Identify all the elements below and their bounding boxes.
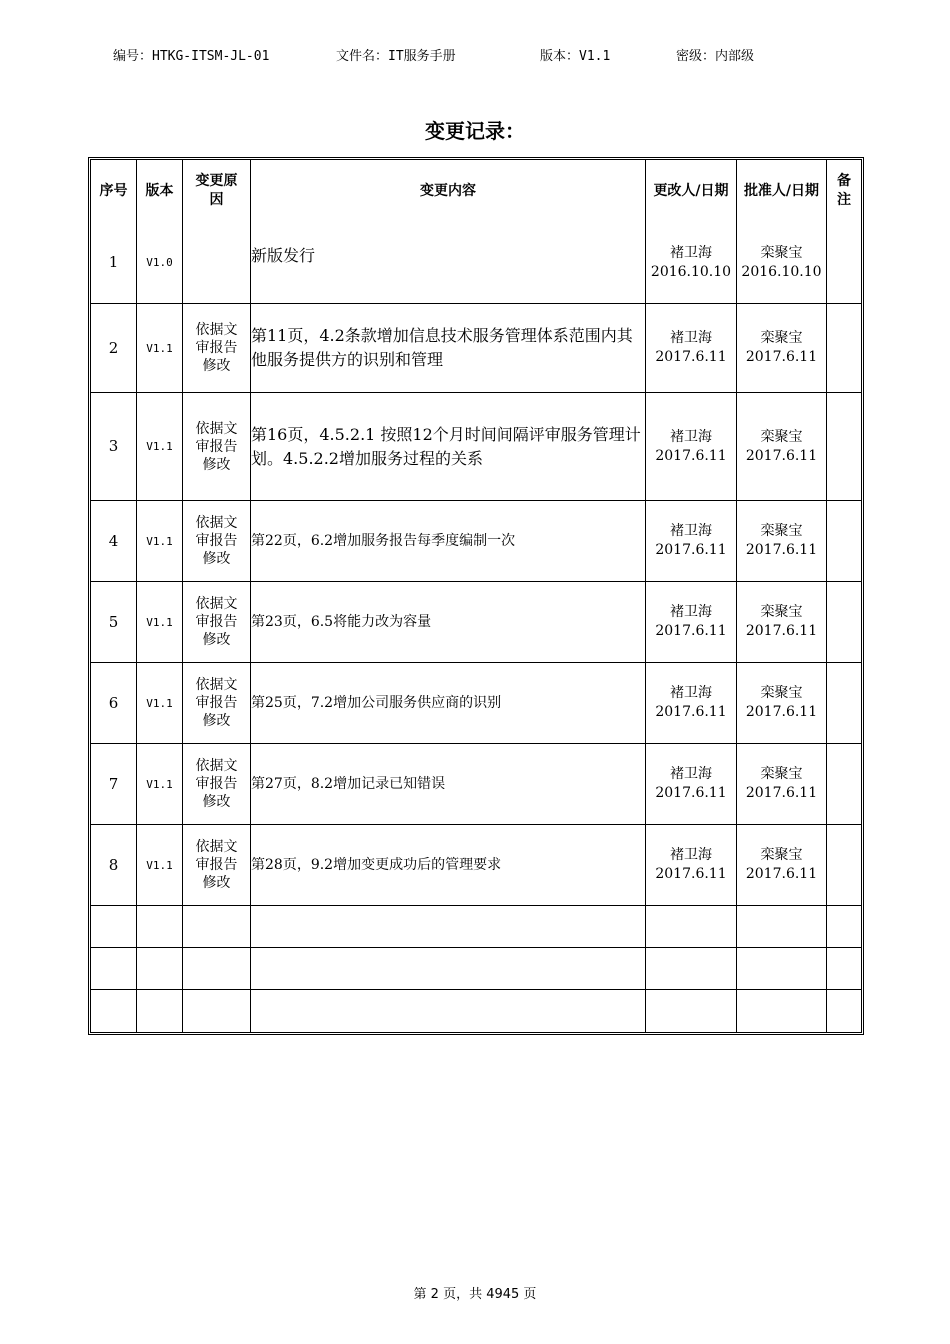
- approver-date: 2017.6.11: [745, 623, 818, 639]
- table-row: [91, 582, 861, 663]
- empty-cell: [137, 906, 183, 948]
- approver-date: 2017.6.11: [745, 866, 818, 882]
- modifier-name: 褚卫海: [670, 428, 712, 445]
- table-row: [91, 501, 861, 582]
- approver-name: 栾聚宝: [760, 330, 803, 346]
- row-content: 第27页，8.2增加记录已知错误: [251, 744, 646, 825]
- row-version: V1.1: [137, 825, 183, 906]
- row-version: V1.0: [137, 222, 183, 304]
- approver-name: 栾聚宝: [760, 847, 803, 863]
- approver-date: 2017.6.11: [745, 785, 818, 801]
- row-approver: [737, 501, 827, 582]
- row-content: 新版发行: [251, 222, 646, 304]
- row-modifier: [646, 582, 737, 663]
- row-seq: 3: [91, 393, 137, 501]
- approver-date: 2017.6.11: [745, 704, 818, 720]
- empty-cell: [646, 948, 737, 990]
- table-header-row: [91, 160, 861, 222]
- header-approver: 批准人/日期: [737, 160, 827, 222]
- row-content: 第28页，9.2增加变更成功后的管理要求: [251, 825, 646, 906]
- empty-cell: [251, 906, 646, 948]
- empty-table-row: [91, 948, 861, 990]
- row-note: [827, 744, 861, 825]
- empty-cell: [183, 906, 251, 948]
- page-footer: 第 2 页，共 4945 页: [413, 1287, 537, 1302]
- header-note: 备注: [837, 173, 851, 208]
- row-content: 第23页，6.5将能力改为容量: [251, 582, 646, 663]
- row-modifier: [646, 393, 737, 501]
- empty-cell: [737, 906, 827, 948]
- row-seq: 5: [91, 582, 137, 663]
- empty-table-row: [91, 906, 861, 948]
- row-note: [827, 582, 861, 663]
- row-version: V1.1: [137, 663, 183, 744]
- row-note: [827, 663, 861, 744]
- approver-date: 2017.6.11: [745, 447, 818, 464]
- empty-cell: [646, 906, 737, 948]
- row-seq: 8: [91, 825, 137, 906]
- row-approver: [737, 393, 827, 501]
- approver-name: 栾聚宝: [760, 428, 803, 445]
- modifier-date: 2017.6.11: [655, 623, 727, 639]
- row-approver: [737, 744, 827, 825]
- row-seq: 4: [91, 501, 137, 582]
- change-record-table: [88, 157, 864, 1035]
- empty-cell: [827, 948, 861, 990]
- modifier-name: 褚卫海: [670, 847, 712, 863]
- modifier-date: 2017.6.11: [655, 704, 727, 720]
- header-seq: 序号: [91, 160, 137, 222]
- row-modifier: [646, 663, 737, 744]
- empty-cell: [137, 990, 183, 1032]
- modifier-date: 2017.6.11: [655, 785, 727, 801]
- table-row: [91, 825, 861, 906]
- row-note: [827, 501, 861, 582]
- page-header: [0, 45, 950, 65]
- table-row: [91, 393, 861, 501]
- row-reason: 依据文审报告修改: [183, 825, 251, 906]
- modifier-date: 2017.6.11: [655, 866, 727, 882]
- row-approver: [737, 582, 827, 663]
- modifier-name: 褚卫海: [670, 244, 712, 261]
- row-modifier: [646, 222, 737, 304]
- table-row: [91, 744, 861, 825]
- empty-cell: [646, 990, 737, 1032]
- empty-cell: [183, 948, 251, 990]
- page-title: 变更记录：: [425, 119, 525, 143]
- table-row: [91, 663, 861, 744]
- change-record-table-wrapper: [88, 157, 864, 1035]
- row-reason: 依据文审报告修改: [183, 744, 251, 825]
- row-note: [827, 222, 861, 304]
- empty-cell: [827, 906, 861, 948]
- row-approver: [737, 304, 827, 393]
- modifier-name: 褚卫海: [670, 604, 712, 620]
- empty-table-row: [91, 990, 861, 1032]
- empty-cell: [183, 990, 251, 1032]
- row-version: V1.1: [137, 744, 183, 825]
- document-code: 编号：HTKG-ITSM-JL-01: [113, 49, 270, 64]
- row-content: 第22页，6.2增加服务报告每季度编制一次: [251, 501, 646, 582]
- modifier-name: 褚卫海: [670, 330, 712, 346]
- empty-cell: [251, 948, 646, 990]
- row-version: V1.1: [137, 304, 183, 393]
- header-version: 版本: [137, 160, 183, 222]
- row-seq: 6: [91, 663, 137, 744]
- row-note: [827, 825, 861, 906]
- empty-cell: [91, 906, 137, 948]
- modifier-date: 2017.6.11: [655, 447, 727, 464]
- empty-cell: [737, 990, 827, 1032]
- row-note: [827, 393, 861, 501]
- approver-name: 栾聚宝: [760, 604, 803, 620]
- modifier-name: 褚卫海: [670, 766, 712, 782]
- table-row: [91, 222, 861, 304]
- modifier-name: 褚卫海: [670, 685, 712, 701]
- row-approver: [737, 825, 827, 906]
- row-version: V1.1: [137, 582, 183, 663]
- row-version: V1.1: [137, 393, 183, 501]
- empty-cell: [737, 948, 827, 990]
- document-version: 版本：V1.1: [540, 49, 611, 64]
- row-content: 第11页，4.2条款增加信息技术服务管理体系范围内其他服务提供方的识别和管理: [251, 304, 646, 393]
- document-security-level: 密级：内部级: [676, 49, 755, 64]
- table-row: [91, 304, 861, 393]
- row-modifier: [646, 304, 737, 393]
- row-modifier: [646, 501, 737, 582]
- empty-cell: [251, 990, 646, 1032]
- row-approver: [737, 663, 827, 744]
- header-modifier: 更改人/日期: [646, 160, 737, 222]
- row-approver: [737, 222, 827, 304]
- row-reason: 依据文审报告修改: [183, 304, 251, 393]
- row-seq: 7: [91, 744, 137, 825]
- approver-name: 栾聚宝: [760, 244, 803, 261]
- header-content: 变更内容: [251, 160, 646, 222]
- approver-date: 2017.6.11: [745, 349, 818, 365]
- row-reason: 依据文审报告修改: [183, 663, 251, 744]
- row-reason: 依据文审报告修改: [183, 582, 251, 663]
- row-seq: 2: [91, 304, 137, 393]
- approver-name: 栾聚宝: [760, 766, 803, 782]
- approver-date: 2017.6.11: [745, 542, 818, 558]
- row-seq: 1: [91, 222, 137, 304]
- header-reason: 变更原因: [183, 160, 251, 222]
- row-modifier: [646, 825, 737, 906]
- approver-name: 栾聚宝: [760, 685, 803, 701]
- empty-cell: [91, 948, 137, 990]
- approver-name: 栾聚宝: [760, 523, 803, 539]
- row-reason: 依据文审报告修改: [183, 501, 251, 582]
- empty-cell: [91, 990, 137, 1032]
- row-content: 第16页，4.5.2.1 按照12个月时间间隔评审服务管理计划。4.5.2.2增加服务过程的关系: [251, 393, 646, 501]
- row-note: [827, 304, 861, 393]
- empty-cell: [137, 948, 183, 990]
- row-reason: 依据文审报告修改: [183, 393, 251, 501]
- modifier-date: 2017.6.11: [655, 542, 727, 558]
- row-version: V1.1: [137, 501, 183, 582]
- approver-date: 2016.10.10: [741, 263, 822, 280]
- empty-cell: [827, 990, 861, 1032]
- modifier-date: 2017.6.11: [655, 349, 727, 365]
- row-reason: [183, 222, 251, 304]
- modifier-date: 2016.10.10: [650, 263, 732, 280]
- modifier-name: 褚卫海: [670, 523, 712, 539]
- row-modifier: [646, 744, 737, 825]
- document-file-name: 文件名：IT服务手册: [336, 49, 456, 64]
- row-content: 第25页，7.2增加公司服务供应商的识别: [251, 663, 646, 744]
